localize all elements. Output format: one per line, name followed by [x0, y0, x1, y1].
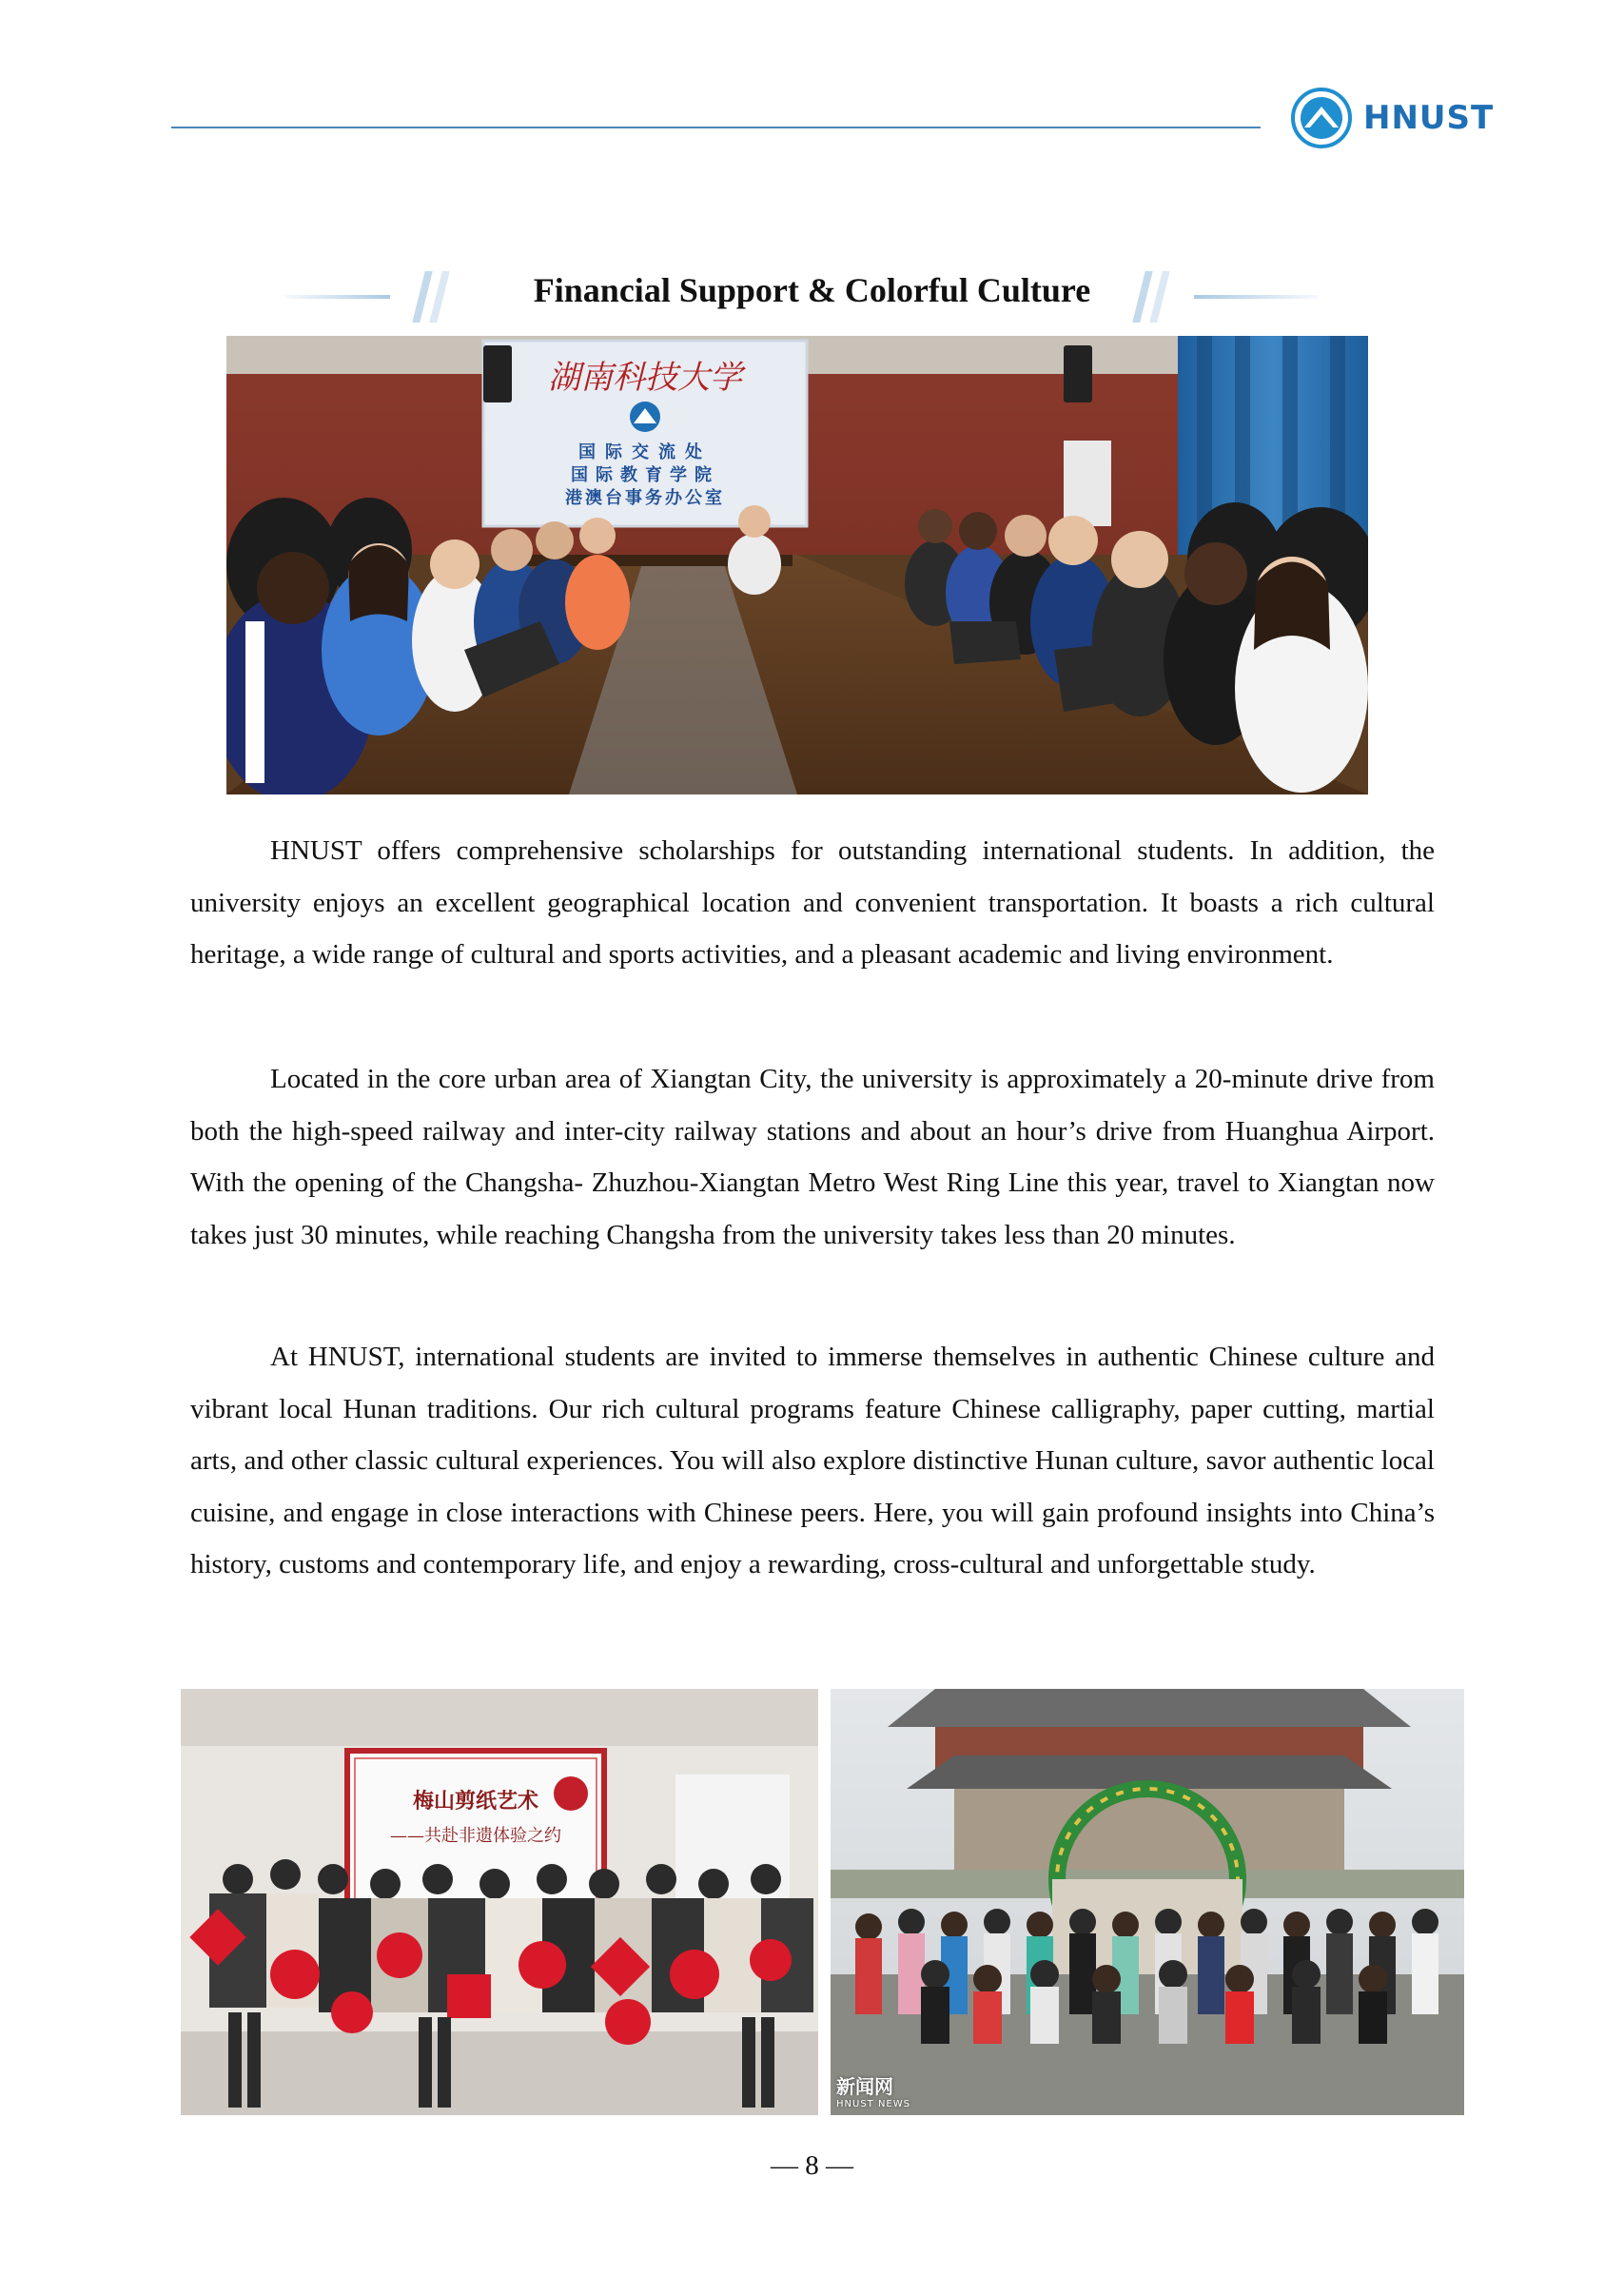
- poster-title: 梅山剪纸艺术: [412, 1790, 539, 1814]
- sign-line-1: 国际交流处: [578, 442, 712, 462]
- paragraph-culture: [190, 1331, 1435, 1591]
- sign-calligraphy: 湖南科技大学: [548, 359, 742, 397]
- sign-line-2: 国际教育学院: [571, 465, 719, 485]
- poster-subtitle: ——共赴非遗体验之约: [390, 1826, 561, 1846]
- sign-line-3: 港澳台事务办公室: [565, 488, 725, 508]
- paragraph-text: Located in the core urban area of Xiangtan City, the university is approximately a 20-minute drive from both the high-speed railway and inter-city railway stations and about an hour’s drive from Huanghua Airport. With the opening of the Changsha- Zhuzhou-Xiangtan Metro West Ring Line this year, travel to Xiangtan now takes just 30 minutes, while reaching Changsha from the university takes less than 20 minutes.: [190, 1064, 1435, 1250]
- logo-text: HNUST: [1363, 99, 1495, 137]
- page-title: Financial Support & Colorful Culture: [533, 271, 1091, 309]
- paper-cutting-photo: [181, 1689, 818, 2115]
- watermark-main: 新闻网: [836, 2075, 893, 2098]
- header-rule: [171, 127, 1261, 128]
- paragraph-text: HNUST offers comprehensive scholarships for outstanding international students. In addition, the university enjoys an excellent geographical location and convenient transportation. It boasts a rich cultural heritage, a wide range of cultural and sports activities, and a pleasant academic and living environment.: [190, 835, 1435, 970]
- group-landmark-photo: [831, 1689, 1464, 2115]
- hnust-logo: [1291, 88, 1494, 148]
- university-emblem-icon: [1291, 88, 1352, 148]
- news-watermark: [836, 2071, 910, 2109]
- watermark-sub: HNUST NEWS: [836, 2099, 910, 2109]
- meeting-room-photo: [226, 336, 1368, 794]
- page-number: — 8 —: [771, 2150, 853, 2181]
- paragraph-location: [190, 1053, 1435, 1261]
- paragraph-text: At HNUST, international students are invited to immerse themselves in authentic Chinese culture and vibrant local Hunan traditions. Our rich cultural programs feature Chinese calligraphy, paper cutting, martial arts, and other classic cultural experiences. You will also explore distinctive Hunan culture, savor authentic local cuisine, and engage in close interactions with Chinese peers. Here, you will gain profound insights into China’s history, customs and contemporary life, and enjoy a rewarding, cross-cultural and unforgettable study.: [190, 1342, 1435, 1579]
- paragraph-scholarships: [190, 825, 1435, 981]
